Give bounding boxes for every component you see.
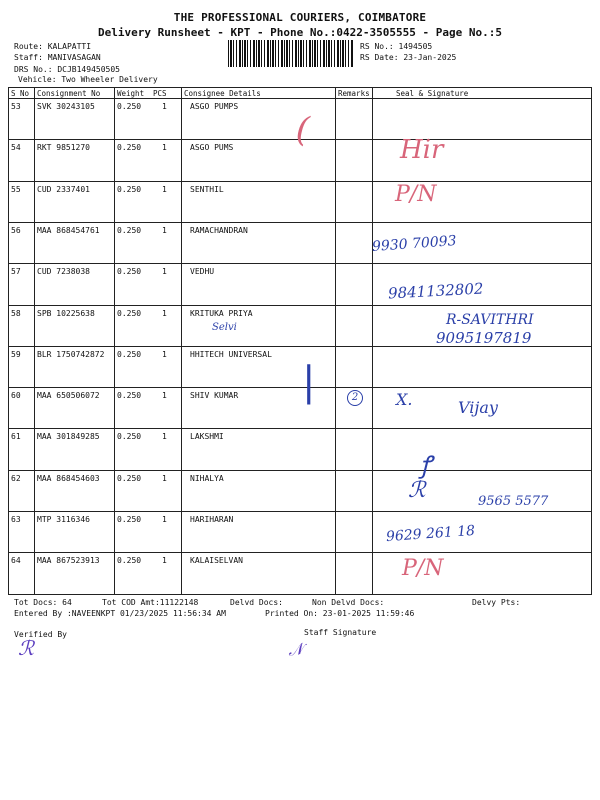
cell-consignee: ASGO PUMS bbox=[190, 143, 234, 153]
header-divider bbox=[8, 98, 592, 99]
col-header-pcs: PCS bbox=[153, 89, 167, 98]
col-line bbox=[335, 87, 336, 594]
total-docs: Tot Docs: 64 bbox=[14, 598, 72, 607]
col-header-sno: S No bbox=[11, 89, 30, 98]
cell-pcs: 1 bbox=[162, 267, 167, 277]
rs-number: RS No.: 1494505 bbox=[360, 42, 433, 51]
row-divider bbox=[8, 387, 592, 388]
cell-consignment: MAA 301849285 bbox=[37, 432, 100, 442]
cell-sno: 53 bbox=[11, 102, 21, 111]
rs-date: RS Date: 23-Jan-2025 bbox=[360, 53, 457, 62]
cell-sno: 61 bbox=[11, 432, 21, 442]
cell-pcs: 1 bbox=[162, 102, 167, 111]
handwritten-signature-60: Vijay bbox=[458, 398, 498, 417]
col-line bbox=[34, 87, 35, 594]
col-line bbox=[372, 87, 373, 594]
cell-consignment: MAA 650506072 bbox=[37, 391, 100, 401]
cell-consignment: MAA 868454761 bbox=[37, 225, 100, 235]
col-line bbox=[8, 87, 9, 594]
cell-pcs: 1 bbox=[162, 556, 167, 566]
col-header-weight: Weight bbox=[117, 89, 145, 98]
handwritten-note-58: Selvi bbox=[212, 322, 237, 333]
document-title: THE PROFESSIONAL COURIERS, COIMBATORE bbox=[173, 11, 427, 24]
verified-by-label: Verified By bbox=[14, 630, 67, 639]
delivery-points: Delvy Pts: bbox=[472, 598, 521, 607]
row-divider bbox=[8, 428, 592, 429]
cell-consignee: NIHALYA bbox=[190, 473, 224, 483]
handwritten-remark-60: 2 bbox=[347, 390, 363, 406]
cell-consignment: MAA 868454603 bbox=[37, 473, 100, 483]
cell-pcs: 1 bbox=[162, 308, 167, 318]
entered-by: Entered By :NAVEENKPT 01/23/2025 11:56:34 AM bbox=[14, 609, 226, 618]
handwritten-phone-62: 9565 5577 bbox=[478, 494, 549, 509]
cell-weight: 0.250 bbox=[117, 102, 142, 111]
col-header-consignment: Consignment No bbox=[37, 89, 101, 98]
cell-consignee: ASGO PUMPS bbox=[190, 102, 239, 111]
handwritten-signature-61: ꝭ bbox=[420, 451, 432, 479]
col-header-signature: Seal & Signature bbox=[396, 89, 469, 98]
cell-consignment: MAA 867523913 bbox=[37, 556, 100, 566]
cell-consignee: SHIV KUMAR bbox=[190, 391, 239, 401]
handwritten-phone-63: 9629 261 18 bbox=[385, 522, 476, 546]
cell-sno: 55 bbox=[11, 184, 21, 194]
cell-weight: 0.250 bbox=[117, 143, 142, 153]
cell-weight: 0.250 bbox=[117, 556, 142, 566]
cell-pcs: 1 bbox=[162, 391, 167, 401]
delivered-docs: Delvd Docs: bbox=[230, 598, 283, 607]
total-cod-amount: Tot COD Amt:11122148 bbox=[102, 598, 199, 607]
cell-weight: 0.250 bbox=[117, 267, 142, 277]
cell-consignment: SVK 30243105 bbox=[37, 102, 95, 111]
cell-pcs: 1 bbox=[162, 225, 167, 235]
cell-consignment: RKT 9851270 bbox=[37, 143, 90, 153]
handwritten-mark-60: X. bbox=[396, 390, 413, 409]
cell-consignment: CUD 7238038 bbox=[37, 267, 90, 277]
cell-sno: 62 bbox=[11, 473, 21, 483]
col-line bbox=[591, 87, 592, 594]
cell-weight: 0.250 bbox=[117, 308, 142, 318]
non-delivered-docs: Non Delvd Docs: bbox=[312, 598, 385, 607]
cell-consignee: VEDHU bbox=[190, 267, 215, 277]
cell-sno: 60 bbox=[11, 391, 21, 401]
cell-weight: 0.250 bbox=[117, 473, 142, 483]
row-divider bbox=[8, 511, 592, 512]
cell-consignee: KRITUKA PRIYA bbox=[190, 308, 253, 318]
row-divider bbox=[8, 181, 592, 182]
cell-pcs: 1 bbox=[162, 473, 167, 483]
handwritten-name-58: R-SAVITHRI bbox=[446, 312, 534, 328]
handwritten-signature-62: ℛ bbox=[408, 478, 426, 503]
cell-consignee: HARIHARAN bbox=[190, 515, 234, 524]
staff-signature-label: Staff Signature bbox=[304, 628, 377, 637]
cell-consignee: HHITECH UNIVERSAL bbox=[190, 349, 272, 359]
cell-weight: 0.250 bbox=[117, 184, 142, 194]
cell-sno: 59 bbox=[11, 349, 21, 359]
handwritten-phone-58: 9095197819 bbox=[436, 329, 532, 347]
cell-pcs: 1 bbox=[162, 432, 167, 442]
row-divider bbox=[8, 263, 592, 264]
barcode bbox=[228, 40, 354, 67]
handwritten-mark: ( bbox=[294, 109, 311, 151]
row-divider bbox=[8, 552, 592, 553]
row-divider bbox=[8, 470, 592, 471]
cell-weight: 0.250 bbox=[117, 432, 142, 442]
footer-divider bbox=[8, 594, 592, 595]
route-label: Route: KALAPATTI bbox=[14, 42, 92, 51]
handwritten-signature-54: Hir bbox=[400, 135, 444, 165]
row-divider bbox=[8, 222, 592, 223]
cell-pcs: 1 bbox=[162, 515, 167, 524]
cell-sno: 58 bbox=[11, 308, 21, 318]
cell-sno: 57 bbox=[11, 267, 21, 277]
cell-consignee: SENTHIL bbox=[190, 184, 224, 194]
cell-consignment: MTP 3116346 bbox=[37, 515, 90, 524]
cell-pcs: 1 bbox=[162, 184, 167, 194]
document-subtitle: Delivery Runsheet - KPT - Phone No.:0422-3505555 - Page No.:5 bbox=[98, 26, 502, 39]
cell-consignee: RAMACHANDRAN bbox=[190, 225, 248, 235]
cell-sno: 54 bbox=[11, 143, 21, 153]
staff-label: Staff: MANIVASAGAN bbox=[14, 53, 101, 62]
verified-signature: ℛ bbox=[18, 636, 34, 660]
cell-weight: 0.250 bbox=[117, 349, 142, 359]
handwritten-phone-56: 9930 70093 bbox=[371, 233, 458, 255]
cell-weight: 0.250 bbox=[117, 225, 142, 235]
cell-pcs: 1 bbox=[162, 143, 167, 153]
cell-consignee: KALAISELVAN bbox=[190, 556, 243, 566]
handwritten-signature-64: P/N bbox=[402, 556, 444, 581]
cell-consignment: CUD 2337401 bbox=[37, 184, 90, 194]
cell-weight: 0.250 bbox=[117, 391, 142, 401]
col-line bbox=[181, 87, 182, 594]
col-header-remarks: Remarks bbox=[338, 89, 370, 98]
drs-number: DRS No.: DCJB149450505 bbox=[14, 65, 120, 74]
printed-on: Printed On: 23-01-2025 11:59:46 bbox=[265, 609, 415, 618]
col-header-consignee: Consignee Details bbox=[184, 89, 261, 98]
handwritten-phone-57: 9841132802 bbox=[387, 279, 484, 303]
vehicle-label: Vehicle: Two Wheeler Delivery bbox=[18, 75, 158, 84]
cell-sno: 56 bbox=[11, 225, 21, 235]
cell-consignee: LAKSHMI bbox=[190, 432, 224, 442]
handwritten-mark: | bbox=[302, 359, 316, 405]
cell-consignment: BLR 1750742872 bbox=[37, 349, 105, 359]
handwritten-signature-55: P/N bbox=[395, 182, 437, 207]
cell-pcs: 1 bbox=[162, 349, 167, 359]
cell-sno: 63 bbox=[11, 515, 21, 524]
col-line bbox=[114, 87, 115, 594]
staff-signature: 𝒩 bbox=[286, 639, 305, 660]
row-divider bbox=[8, 305, 592, 306]
cell-weight: 0.250 bbox=[117, 515, 142, 524]
cell-sno: 64 bbox=[11, 556, 21, 566]
table-border-top bbox=[8, 87, 592, 88]
cell-consignment: SPB 10225638 bbox=[37, 308, 95, 318]
